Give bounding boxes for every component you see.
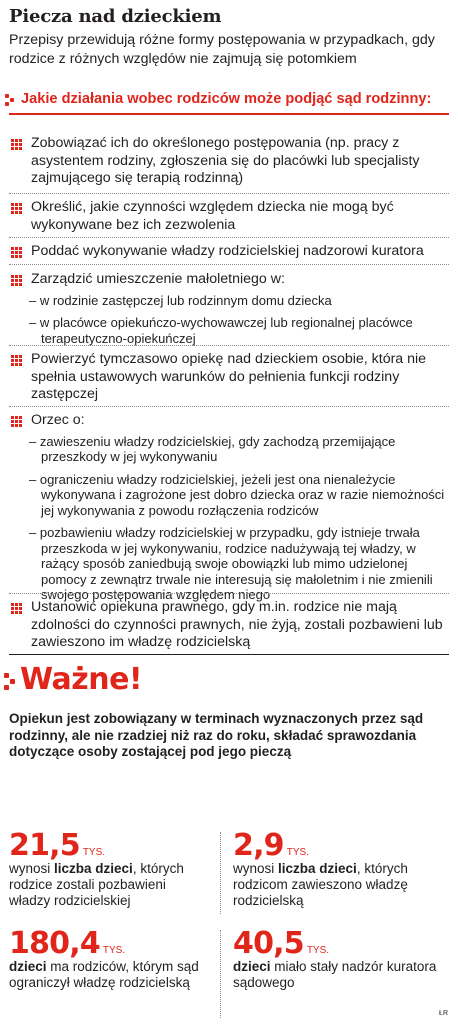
- list-item: [9, 243, 449, 261]
- list-item-text: Orzec o:: [31, 412, 85, 428]
- stat-description: [9, 959, 209, 991]
- stat-desc-strong: dzieci: [9, 959, 47, 974]
- list-item: [9, 199, 449, 234]
- important-text: Opiekun jest zobowiązany w terminach wyznaczonych przez sąd rodzinny, ale nie rzadziej niż raz do roku, składać sprawozdania dotyczące osoby zostającej pod jego pieczą: [9, 711, 424, 759]
- sub-list-item: – zawieszeniu władzy rodzicielskiej, gdy zachodzą przemijające przeszkody w jej wykonywaniu: [29, 433, 396, 464]
- grid-bullet-icon: [11, 247, 23, 257]
- list-item-text: Zobowiązać ich do określonego postępowania (np. pracy z asystentem rodziny, zgłoszenia się do placówki lub specjalisty zajmującego się terapią rodzinną): [31, 135, 420, 186]
- dots-icon: [4, 669, 16, 691]
- grid-bullet-icon: [11, 416, 23, 426]
- list-item: [9, 599, 449, 652]
- stat-description: [233, 861, 443, 909]
- sub-list: [29, 293, 449, 347]
- list-item: [9, 351, 449, 404]
- important-label: Ważne!: [20, 662, 143, 697]
- stat-desc-strong: dzieci: [233, 959, 271, 974]
- stat-desc-strong: liczba dzieci: [278, 861, 357, 876]
- sub-list-item: – ograniczeniu władzy rodzicielskiej, jeżeli jest ona nienależycie wykonywana i zagrożone jest dobro dziecka oraz w razie niemożności jej wykonywania z powodu rozłączenia rodziców: [29, 471, 445, 518]
- page-title: Piecza nad dzieckiem: [9, 6, 222, 27]
- stat-unit: TYS.: [286, 847, 309, 858]
- grid-bullet-icon: [11, 355, 23, 365]
- stat-desc-rest: ma rodziców, którym sąd ograniczył władzę rodzicielską: [9, 959, 199, 990]
- stat-block: [233, 828, 443, 909]
- list-item-text: Zarządzić umieszczenie małoletniego w:: [31, 271, 285, 287]
- credit: ŁR: [439, 1010, 448, 1017]
- list-item: [9, 135, 449, 188]
- divider: [9, 593, 449, 594]
- stat-divider: [220, 832, 221, 914]
- stat-value: 180,4: [9, 926, 100, 961]
- stat-block: [9, 828, 209, 909]
- important-heading: [4, 662, 142, 697]
- stat-divider: [220, 930, 221, 1018]
- stat-value: 21,5: [9, 828, 80, 863]
- list-item-text: Powierzyć tymczasowo opiekę nad dzieckiem osobie, która nie spełnia ustawowych warunków do pełnienia funkcji rodziny zastępczej: [31, 351, 427, 402]
- sub-list-item: – w placówce opiekuńczo-wychowawczej lub regionalnej placówce terapeutyczno-opiekuńczej: [29, 315, 413, 346]
- list-item: [9, 271, 449, 353]
- list-item-text: Określić, jakie czynności względem dziecka nie mogą być wykonywane bez ich zezwolenia: [31, 199, 394, 233]
- divider: [9, 264, 449, 265]
- list-item-text: Poddać wykonywanie władzy rodzicielskiej nadzorowi kuratora: [31, 243, 424, 259]
- stat-value: 40,5: [233, 926, 304, 961]
- stat-desc-rest: miało stały nadzór kuratora sądowego: [233, 959, 437, 990]
- grid-bullet-icon: [11, 139, 23, 149]
- list-item-text: Ustanowić opiekuna prawnego, gdy m.in. rodzice nie mają zdolności do czynności prawnych, nie żyją, zostali pozbawieni lub zawieszono im władzę rodzicielską: [31, 599, 443, 650]
- section-divider: [9, 654, 449, 655]
- list-item: [9, 412, 449, 610]
- divider: [9, 345, 449, 346]
- divider: [9, 237, 449, 238]
- section-heading-text: Jakie działania wobec rodziców może podjąć sąd rodzinny:: [21, 91, 432, 107]
- stat-unit: TYS.: [306, 945, 330, 956]
- stat-desc-rest: , których rodzice zostali pozbawieni władzy rodzicielskiej: [9, 861, 184, 908]
- stat-description: [233, 959, 443, 991]
- grid-bullet-icon: [11, 203, 23, 213]
- stat-description: [9, 861, 209, 909]
- section-heading: [5, 91, 431, 107]
- sub-list-item: – pozbawieniu władzy rodzicielskiej w przypadku, gdy istnieje trwała przeszkoda w jej wykonywaniu, rodzice nadużywają tej władzy, w rażący sposób zaniedbują swoje obowiązki lub mimo udzielonej pomocy z zewnątrz trwale nie interesują się małoletnim i nie zmienili swojego postępowania względem niego: [29, 525, 433, 602]
- stat-unit: TYS.: [82, 847, 106, 858]
- stat-unit: TYS.: [102, 945, 126, 956]
- lead-text: Przepisy przewidują różne formy postępowania w przypadkach, gdy rodzice z różnych względów nie zajmują się potomkiem: [9, 32, 435, 67]
- sub-list-item: – w rodzinie zastępczej lub rodzinnym domu dziecka: [29, 292, 332, 308]
- heading-rule: [9, 113, 449, 115]
- stat-block: [233, 926, 443, 991]
- stat-desc-lead: wynosi: [9, 861, 51, 876]
- stat-value: 2,9: [233, 828, 284, 863]
- stat-desc-strong: liczba dzieci: [54, 861, 133, 876]
- grid-bullet-icon: [11, 603, 23, 613]
- stat-desc-lead: wynosi: [233, 861, 275, 876]
- stat-desc-rest: , których rodzicom zawieszono władzę rodzicielską: [233, 861, 408, 908]
- sub-list: [29, 434, 449, 603]
- dots-icon: [5, 92, 15, 106]
- grid-bullet-icon: [11, 275, 23, 285]
- stat-block: [9, 926, 209, 991]
- divider: [9, 406, 449, 407]
- divider: [9, 193, 449, 194]
